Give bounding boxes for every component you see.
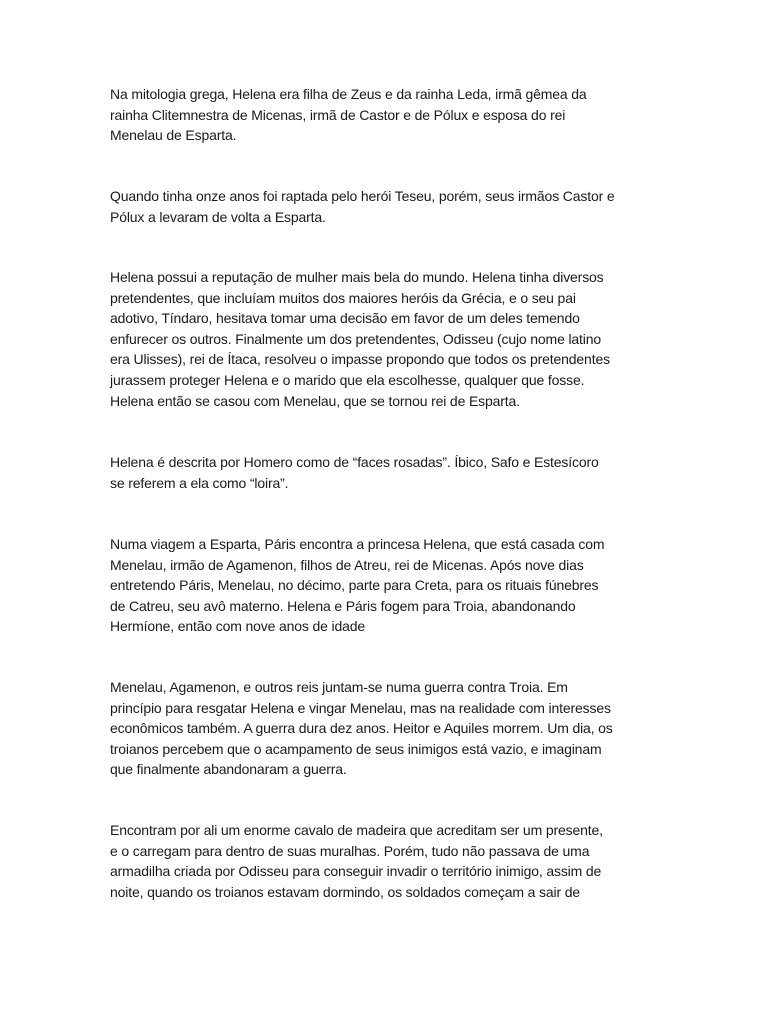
text-line: adotivo, Tíndaro, hesitava tomar uma decisão em favor de um deles temendo (110, 310, 580, 327)
text-line: Helena possui a reputação de mulher mais bela do mundo. Helena tinha diversos (110, 269, 604, 285)
text-line: Quando tinha onze anos foi raptada pelo herói Teseu, porém, seus irmãos Castor e (110, 188, 615, 204)
text-line: entretendo Páris, Menelau, no décimo, parte para Creta, para os rituais fúnebres (110, 577, 599, 594)
paragraph-2 (110, 186, 666, 227)
text-line: econômicos também. A guerra dura dez anos. Heitor e Aquiles morrem. Um dia, os (110, 720, 613, 737)
text-line: Menelau, irmão de Agamenon, filhos de Atreu, rei de Micenas. Após nove dias (110, 556, 584, 573)
text-line: Menelau de Esparta. (110, 127, 237, 144)
text-line: de Catreu, seu avô materno. Helena e Páris fogem para Troia, abandonando (110, 597, 576, 614)
text-line: Helena então se casou com Menelau, que se tornou rei de Esparta. (110, 392, 520, 409)
text-line: que finalmente abandonaram a guerra. (110, 761, 347, 778)
text-line: noite, quando os troianos estavam dormindo, os soldados começam a sair de (110, 883, 580, 900)
text-line: troianos percebem que o acampamento de seus inimigos está vazio, e imaginam (110, 740, 602, 757)
text-line: Numa viagem a Esparta, Páris encontra a princesa Helena, que está casada com (110, 536, 605, 552)
paragraph-5 (110, 534, 666, 637)
text-line: princípio para resgatar Helena e vingar Menelau, mas na realidade com interesses (110, 699, 611, 716)
paragraph-1 (110, 84, 666, 146)
text-line: Pólux a levaram de volta a Esparta. (110, 208, 326, 225)
text-line: Na mitologia grega, Helena era filha de Zeus e da rainha Leda, irmã gêmea da (110, 86, 587, 102)
text-line: era Ulisses), rei de Ítaca, resolveu o impasse propondo que todos os pretendentes (110, 351, 610, 368)
text-line: Helena é descrita por Homero como de “faces rosadas”. Íbico, Safo e Estesícoro (110, 454, 599, 470)
text-line: Encontram por ali um enorme cavalo de madeira que acreditam ser um presente, (110, 822, 603, 838)
text-line: se referem a ela como “loira”. (110, 474, 289, 491)
text-line: jurassem proteger Helena e o marido que ela escolhesse, qualquer que fosse. (110, 371, 585, 388)
text-line: e o carregam para dentro de suas muralhas. Porém, tudo não passava de uma (110, 842, 590, 859)
text-line: rainha Clitemnestra de Micenas, irmã de Castor e de Pólux e esposa do rei (110, 106, 566, 123)
text-line: armadilha criada por Odisseu para conseguir invadir o território inimigo, assim de (110, 863, 602, 880)
text-line: pretendentes, que incluíam muitos dos maiores heróis da Grécia, e o seu pai (110, 289, 576, 306)
text-line: Menelau, Agamenon, e outros reis juntam-se numa guerra contra Troia. Em (110, 679, 568, 695)
paragraph-4 (110, 452, 666, 493)
paragraph-3 (110, 267, 666, 411)
paragraph-6 (110, 677, 666, 780)
text-line: enfurecer os outros. Finalmente um dos pretendentes, Odisseu (cujo nome latino (110, 330, 602, 347)
paragraph-7 (110, 820, 666, 902)
text-line: Hermíone, então com nove anos de idade (110, 618, 366, 635)
